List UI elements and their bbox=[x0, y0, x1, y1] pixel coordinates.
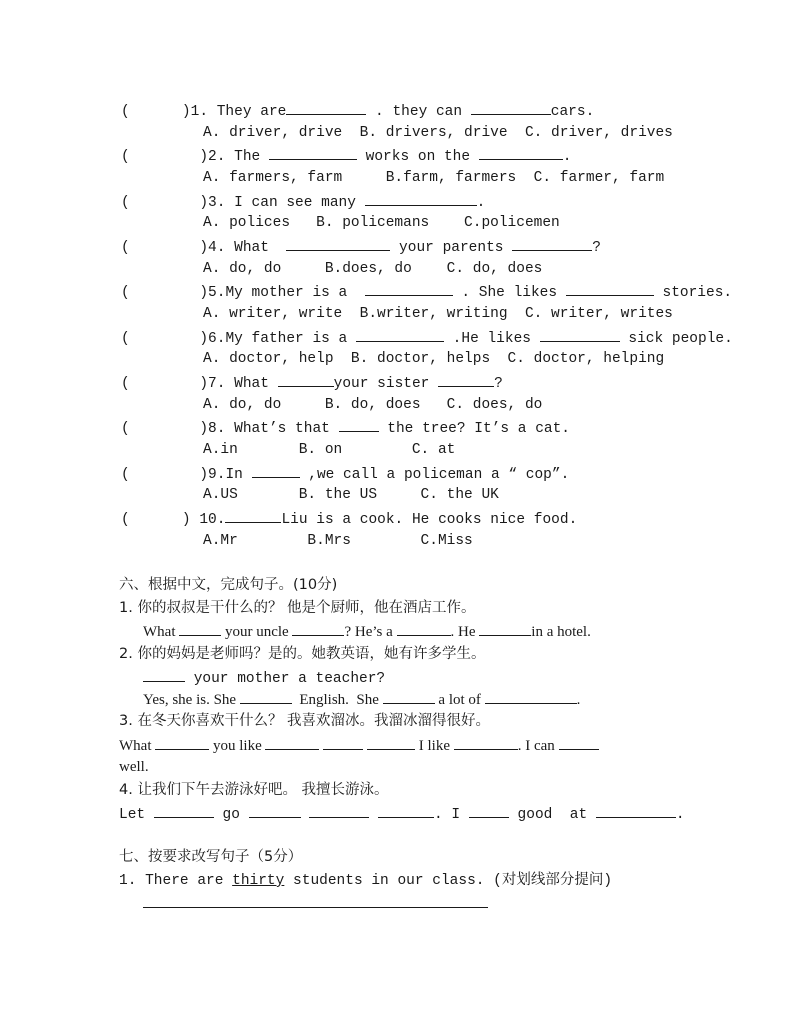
section-7-heading: 七、按要求改写句子（5分） bbox=[119, 849, 303, 865]
section-6-q1-english: What your uncle ? He’s a . He in a hotel. bbox=[143, 624, 591, 640]
answer-blank[interactable] bbox=[265, 736, 319, 750]
section-6-q4-chinese: 4. 让我们下午去游泳好吧。 我擅长游泳。 bbox=[119, 782, 389, 798]
answer-blank[interactable] bbox=[252, 464, 300, 478]
answer-blank[interactable] bbox=[566, 282, 654, 296]
question-1-options: A. driver, drive B. drivers, drive C. driver, drives bbox=[203, 125, 673, 141]
section-6-q2-chinese: 2. 你的妈妈是老师吗？是的。她教英语，她有许多学生。 bbox=[119, 646, 486, 662]
underlined-word: thirty bbox=[232, 873, 285, 889]
answer-blank[interactable] bbox=[154, 804, 214, 818]
section-6-heading: 六、根据中文，完成句子。(10分) bbox=[119, 577, 338, 593]
answer-blank[interactable] bbox=[143, 668, 185, 682]
answer-blank[interactable] bbox=[454, 736, 518, 750]
answer-blank[interactable] bbox=[438, 373, 494, 387]
answer-blank[interactable] bbox=[240, 690, 292, 704]
answer-blank[interactable] bbox=[596, 804, 676, 818]
question-5-options: A. writer, write B.writer, writing C. writer, writes bbox=[203, 306, 673, 322]
answer-blank[interactable] bbox=[383, 690, 435, 704]
answer-blank[interactable] bbox=[378, 804, 434, 818]
answer-blank[interactable] bbox=[249, 804, 301, 818]
question-7-options: A. do, do B. do, does C. does, do bbox=[203, 397, 543, 413]
question-5: ( )5.My mother is a . She likes stories. bbox=[121, 282, 732, 302]
question-2-options: A. farmers, farm B.farm, farmers C. farmer, farm bbox=[203, 170, 665, 186]
question-6-options: A. doctor, help B. doctor, helps C. doctor, helping bbox=[203, 351, 665, 367]
section-6-q2-answer: Yes, she is. She English. She a lot of . bbox=[143, 692, 581, 708]
answer-blank[interactable] bbox=[479, 622, 531, 636]
answer-blank[interactable] bbox=[512, 237, 592, 251]
section-6-q3-english: What you like I like . I can bbox=[119, 736, 599, 755]
answer-blank[interactable] bbox=[155, 736, 209, 750]
answer-blank[interactable] bbox=[540, 328, 620, 342]
answer-line[interactable] bbox=[143, 906, 488, 908]
question-8-options: A.in B. on C. at bbox=[203, 442, 456, 458]
question-4-options: A. do, do B.does, do C. do, does bbox=[203, 261, 543, 277]
section-6-q3-chinese: 3. 在冬天你喜欢干什么？ 我喜欢溜冰。我溜冰溜得很好。 bbox=[119, 713, 491, 729]
section-6-q1-chinese: 1. 你的叔叔是干什么的？ 他是个厨师，他在酒店工作。 bbox=[119, 600, 476, 616]
question-7: ( )7. What your sister ? bbox=[121, 373, 503, 393]
question-10-options: A.Mr B.Mrs C.Miss bbox=[203, 533, 473, 549]
question-3-options: A. polices B. policemans C.policemen bbox=[203, 215, 560, 231]
answer-blank[interactable] bbox=[367, 736, 415, 750]
answer-blank[interactable] bbox=[309, 804, 369, 818]
section-6-q3-wrap: well. bbox=[119, 759, 149, 775]
question-8: ( )8. What’s that the tree? It’s a cat. bbox=[121, 418, 570, 438]
answer-blank[interactable] bbox=[269, 146, 357, 160]
answer-blank[interactable] bbox=[339, 418, 379, 432]
answer-blank[interactable] bbox=[485, 690, 577, 704]
section-6-q4-english: Let go . I good at . bbox=[119, 804, 685, 824]
answer-blank[interactable] bbox=[286, 101, 366, 115]
answer-blank[interactable] bbox=[397, 622, 451, 636]
answer-blank[interactable] bbox=[365, 192, 477, 206]
answer-blank[interactable] bbox=[479, 146, 563, 160]
question-4: ( )4. What your parents ? bbox=[121, 237, 601, 257]
section-6-q2-english: your mother a teacher? bbox=[143, 668, 385, 688]
answer-blank[interactable] bbox=[356, 328, 444, 342]
answer-blank[interactable] bbox=[323, 736, 363, 750]
question-1: ( )1. They are . they can cars. bbox=[121, 101, 594, 121]
answer-blank[interactable] bbox=[365, 282, 453, 296]
answer-blank[interactable] bbox=[286, 237, 390, 251]
answer-blank[interactable] bbox=[225, 509, 281, 523]
answer-blank[interactable] bbox=[559, 736, 599, 750]
answer-blank[interactable] bbox=[471, 101, 551, 115]
answer-blank[interactable] bbox=[292, 622, 344, 636]
question-9: ( )9.In ,we call a policeman a “ cop”. bbox=[121, 464, 569, 484]
section-7-q1: 1. There are thirty students in our class. (对划线部分提问) bbox=[119, 873, 613, 889]
question-2: ( )2. The works on the . bbox=[121, 146, 571, 166]
question-6: ( )6.My father is a .He likes sick people. bbox=[121, 328, 733, 348]
answer-blank[interactable] bbox=[278, 373, 334, 387]
question-10: ( ) 10. Liu is a cook. He cooks nice food. bbox=[121, 509, 577, 529]
answer-blank[interactable] bbox=[469, 804, 509, 818]
question-9-options: A.US B. the US C. the UK bbox=[203, 487, 499, 503]
question-3: ( )3. I can see many . bbox=[121, 192, 485, 212]
answer-blank[interactable] bbox=[179, 622, 221, 636]
